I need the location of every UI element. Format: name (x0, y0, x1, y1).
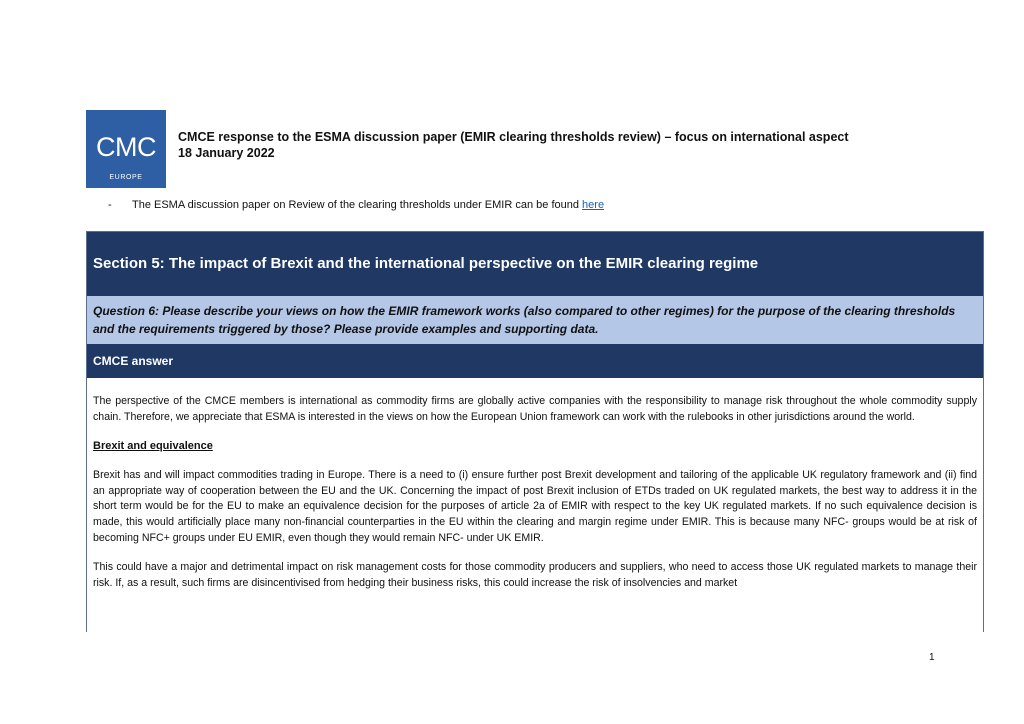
response-table (86, 231, 984, 632)
document-title: CMCE response to the ESMA discussion paper (EMIR clearing thresholds review) – focus on international aspect (178, 130, 849, 144)
answer-label: CMCE answer (87, 344, 983, 378)
document-header (178, 129, 849, 161)
section-title: Section 5: The impact of Brexit and the international perspective on the EMIR clearing regime (87, 232, 983, 295)
intro-bullet (108, 198, 604, 212)
logo-main-text: CMC (96, 132, 156, 162)
answer-paragraph-3: This could have a major and detrimental impact on risk management costs for those commodity producers and suppliers, who need to access those UK regulated markets to manage their risk. If, as a result, such firms are disincentivised from hedging their business risks, this could increase the risk of insolvencies and market (93, 561, 977, 589)
answer-paragraph-1: The perspective of the CMCE members is international as commodity firms are globally active companies with the responsibility to manage risk throughout the whole commodity supply chain. Therefore, we appreciate that ESMA is interested in the views on how the European Union framework can work with the rulebooks in other jurisdictions around the world. (93, 395, 977, 423)
document-date: 18 January 2022 (178, 146, 275, 160)
cmc-europe-logo (86, 110, 166, 188)
page-number: 1 (929, 652, 935, 663)
answer-subheading: Brexit and equivalence (93, 440, 213, 453)
bullet-dash: - (108, 199, 112, 211)
question-text: Question 6: Please describe your views on how the EMIR framework works (also compared to other regimes) for the purpose of the clearing thresholds and the requirements triggered by those? Please provide examples and supporting data. (87, 295, 983, 344)
logo-sub-text: EUROPE (109, 174, 143, 181)
here-link[interactable]: here (582, 199, 605, 211)
intro-text: The ESMA discussion paper on Review of the clearing thresholds under EMIR can be found (132, 199, 579, 211)
answer-body (87, 378, 983, 591)
answer-paragraph-2: Brexit has and will impact commodities trading in Europe. There is a need to (i) ensure further post Brexit development and tailoring of the applicable UK regulatory framework and (ii) find an appropriate way of cooperation between the EU and the UK. Concerning the impact of post Brexit inclusion of ETDs traded on UK regulated markets, the best way to address it in the short term would be for the EU to make an equivalence decision for the purposes of article 2a of EMIR with respect to the key UK regulated markets. If no such equivalence decision is made, this would artificially place many non-financial counterparties in the EU within the clearing and margin regime under EMIR. This is because many NFC- groups would be at risk of becoming NFC+ groups under EU EMIR, even though they would remain NFC- under UK EMIR. (93, 469, 977, 544)
